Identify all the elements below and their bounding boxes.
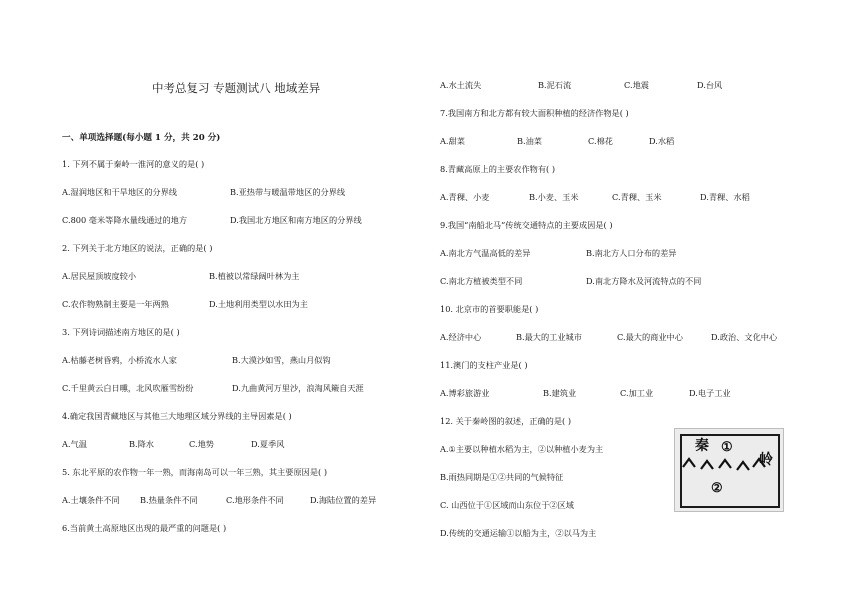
qinling-figure [674,428,784,512]
page-title: 中考总复习 专题测试八 地域差异 [152,81,321,95]
option-5c: C.地形条件不同 [226,495,284,505]
option-8b: B.小麦、玉米 [529,192,579,202]
question-1: 1. 下列不属于秦岭一淮河的意义的是( ) [62,159,205,169]
figure-char-qin: 秦 [695,438,709,454]
option-3a: A.枯藤老树昏鸦，小桥流水人家 [62,355,177,365]
option-2b: B.植被以常绿阔叶林为主 [209,271,300,281]
question-3: 3. 下列诗词描述南方地区的是( ) [62,327,180,337]
option-10a: A.经济中心 [440,332,482,342]
option-9d: D.南北方降水及河流特点的不同 [586,276,702,286]
option-2a: A.居民屋顶坡度较小 [62,271,137,281]
figure-region-2: ② [711,481,723,496]
option-5d: D.海陆位置的差异 [310,495,377,505]
option-11b: B.建筑业 [543,388,577,398]
question-9: 9.我国“南船北马”传统交通特点的主要成因是( ) [440,220,613,230]
option-4c: C.地势 [189,439,214,449]
question-11: 11.澳门的支柱产业是( ) [440,360,528,370]
option-9a: A.南北方气温高低的差异 [440,248,531,258]
option-11a: A.博彩旅游业 [440,388,490,398]
option-5a: A.土壤条件不同 [62,495,120,505]
figure-region-1: ① [721,440,733,455]
option-12c: C. 山西位于①区域而山东位于②区域 [440,500,574,510]
figure-char-ling: 岭 [759,452,773,468]
option-7d: D.水稻 [649,136,675,146]
option-6b: B.泥石流 [538,80,572,90]
option-6a: A.水土流失 [440,80,482,90]
option-8a: A.青稞、小麦 [440,192,490,202]
option-4b: B.降水 [129,439,154,449]
question-12: 12. 关于秦岭图的叙述，正确的是( ) [440,416,572,426]
question-5: 5. 东北平原的农作物一年一熟，而海南岛可以一年三熟，其主要原因是( ) [62,467,328,477]
option-12a: A.①主要以种植水稻为主，②以种植小麦为主 [440,444,604,454]
option-3d: D.九曲黄河万里沙，浪淘风簸自天涯 [232,383,364,393]
option-6d: D.台风 [697,80,723,90]
option-12d: D.传统的交通运输①以船为主，②以马为主 [440,528,597,538]
option-9c: C.南北方植被类型不同 [440,276,523,286]
question-10: 10. 北京市的首要职能是( ) [440,304,539,314]
question-7: 7.我国南方和北方都有较大面积种植的经济作物是( ) [440,108,629,118]
option-6c: C.地震 [624,80,649,90]
option-11c: C.加工业 [620,388,654,398]
question-8: 8.青藏高原上的主要农作物有( ) [440,164,556,174]
option-9b: B.南北方人口分布的差异 [586,248,677,258]
option-4a: A.气温 [62,439,87,449]
option-10b: B.最大的工业城市 [516,332,582,342]
option-7a: A.甜菜 [440,136,465,146]
option-8d: D.青稞、水稻 [700,192,750,202]
option-2d: D.土地利用类型以水田为主 [209,299,308,309]
option-3c: C.千里黄云白日曛，北风吹雁雪纷纷 [62,383,194,393]
option-1a: A.湿润地区和干旱地区的分界线 [62,187,177,197]
option-1b: B.亚热带与暖温带地区的分界线 [230,187,346,197]
option-10d: D.政治、文化中心 [711,332,778,342]
option-3b: B.大漠沙如雪，燕山月似钩 [232,355,331,365]
option-11d: D.电子工业 [689,388,731,398]
option-7b: B.油菜 [517,136,542,146]
question-2: 2. 下列关于北方地区的说法，正确的是( ) [62,243,213,253]
option-10c: C.最大的商业中心 [617,332,683,342]
option-12b: B.雨热同期是①②共同的气候特征 [440,472,564,482]
option-4d: D.夏季风 [251,439,285,449]
question-4: 4.确定我国青藏地区与其他三大地理区域分界线的主导因素是( ) [62,411,292,421]
option-8c: C.青稞、玉米 [612,192,662,202]
option-1c: C.800 毫米等降水量线通过的地方 [62,215,188,225]
question-6: 6.当前黄土高原地区出现的最严重的问题是( ) [62,523,227,533]
option-7c: C.棉花 [588,136,613,146]
section-heading: 一、单项选择题(每小题 1 分，共 20 分) [62,133,221,143]
option-1d: D.我国北方地区和南方地区的分界线 [230,215,362,225]
option-2c: C.农作物熟制主要是一年两熟 [62,299,169,309]
option-5b: B.热量条件不同 [140,495,198,505]
